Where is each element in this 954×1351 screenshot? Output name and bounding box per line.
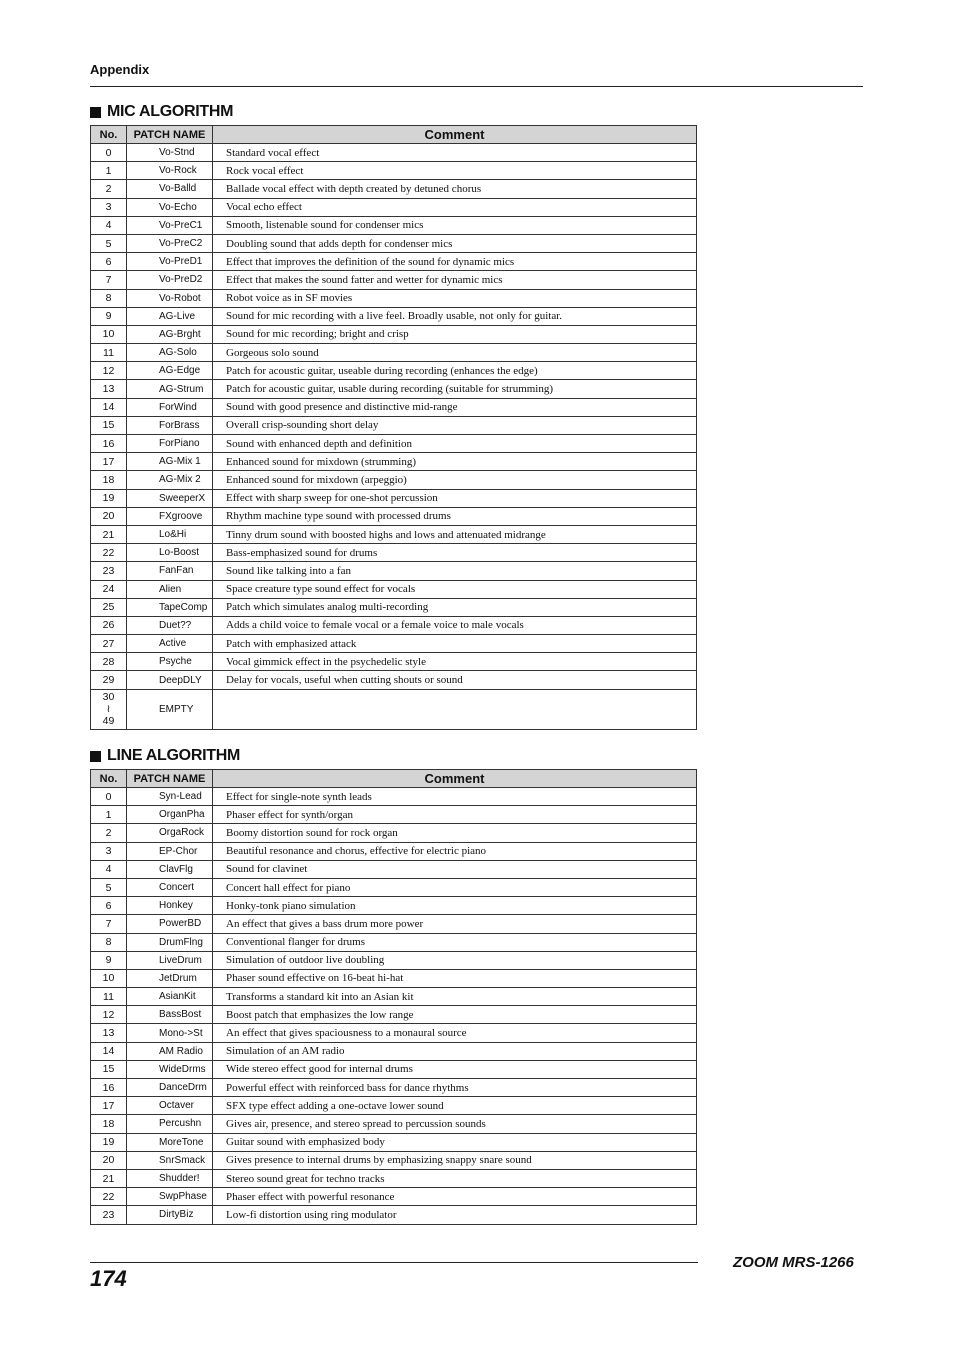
patch-comment: Phaser effect for synth/organ bbox=[213, 806, 697, 824]
patch-number: 8 bbox=[91, 289, 127, 307]
patch-name: Vo-PreD1 bbox=[127, 253, 213, 271]
patch-number: 14 bbox=[91, 1042, 127, 1060]
patch-comment: Delay for vocals, useful when cutting shouts or sound bbox=[213, 671, 697, 689]
column-header-patch-name: PATCH NAME bbox=[127, 770, 213, 788]
column-header-patch-name: PATCH NAME bbox=[127, 126, 213, 144]
column-header-no: No. bbox=[91, 770, 127, 788]
patch-number: 3 bbox=[91, 198, 127, 216]
patch-number: 18 bbox=[91, 471, 127, 489]
patch-name: Vo-PreC2 bbox=[127, 234, 213, 252]
table-row bbox=[91, 1188, 697, 1206]
table-row bbox=[91, 544, 697, 562]
table-row bbox=[91, 1169, 697, 1187]
table-row bbox=[91, 788, 697, 806]
patch-name: ClavFlg bbox=[127, 860, 213, 878]
column-header-comment: Comment bbox=[213, 126, 697, 144]
patch-comment: Standard vocal effect bbox=[213, 144, 697, 162]
patch-name: ForPiano bbox=[127, 435, 213, 453]
patch-comment: Gives air, presence, and stereo spread to percussion sounds bbox=[213, 1115, 697, 1133]
patch-name: DirtyBiz bbox=[127, 1206, 213, 1224]
product-name: ZOOM MRS-1266 bbox=[733, 1254, 854, 1271]
patch-name: EP-Chor bbox=[127, 842, 213, 860]
table-row bbox=[91, 162, 697, 180]
patch-number: 6 bbox=[91, 253, 127, 271]
patch-comment: Vocal echo effect bbox=[213, 198, 697, 216]
patch-name: Psyche bbox=[127, 653, 213, 671]
patch-comment: Robot voice as in SF movies bbox=[213, 289, 697, 307]
patch-comment: Overall crisp-sounding short delay bbox=[213, 416, 697, 434]
table-row bbox=[91, 253, 697, 271]
patch-number: 13 bbox=[91, 380, 127, 398]
table-row bbox=[91, 580, 697, 598]
table-row bbox=[91, 234, 697, 252]
patch-name: Vo-Balld bbox=[127, 180, 213, 198]
table-row-empty-range bbox=[91, 689, 697, 729]
table-row bbox=[91, 1060, 697, 1078]
patch-name: Syn-Lead bbox=[127, 788, 213, 806]
patch-comment: Simulation of outdoor live doubling bbox=[213, 951, 697, 969]
patch-number: 4 bbox=[91, 216, 127, 234]
table-row bbox=[91, 416, 697, 434]
table-row bbox=[91, 951, 697, 969]
table-row bbox=[91, 525, 697, 543]
patch-number: 29 bbox=[91, 671, 127, 689]
patch-comment: Space creature type sound effect for vocals bbox=[213, 580, 697, 598]
table-row bbox=[91, 806, 697, 824]
patch-number: 15 bbox=[91, 1060, 127, 1078]
page-number: 174 bbox=[90, 1266, 127, 1291]
patch-name: Lo&Hi bbox=[127, 525, 213, 543]
table-row bbox=[91, 489, 697, 507]
table-row bbox=[91, 897, 697, 915]
mic-algorithm-table bbox=[90, 125, 697, 730]
patch-comment: An effect that gives spaciousness to a monaural source bbox=[213, 1024, 697, 1042]
patch-comment: Low-fi distortion using ring modulator bbox=[213, 1206, 697, 1224]
line-algorithm-table bbox=[90, 769, 697, 1225]
patch-comment: Rock vocal effect bbox=[213, 162, 697, 180]
patch-number: 7 bbox=[91, 915, 127, 933]
patch-number: 10 bbox=[91, 325, 127, 343]
patch-number: 1 bbox=[91, 162, 127, 180]
patch-number: 3 bbox=[91, 842, 127, 860]
patch-name: OrgaRock bbox=[127, 824, 213, 842]
patch-comment: SFX type effect adding a one-octave lower sound bbox=[213, 1097, 697, 1115]
patch-name: Honkey bbox=[127, 897, 213, 915]
patch-number: 20 bbox=[91, 507, 127, 525]
patch-number: 8 bbox=[91, 933, 127, 951]
patch-comment: Sound with enhanced depth and definition bbox=[213, 435, 697, 453]
patch-name: OrganPha bbox=[127, 806, 213, 824]
table-header-row bbox=[91, 126, 697, 144]
patch-comment: Boost patch that emphasizes the low range bbox=[213, 1006, 697, 1024]
patch-number: 2 bbox=[91, 824, 127, 842]
patch-number: 4 bbox=[91, 860, 127, 878]
table-row bbox=[91, 289, 697, 307]
patch-name: Vo-PreD2 bbox=[127, 271, 213, 289]
patch-number: 19 bbox=[91, 1133, 127, 1151]
patch-name: Vo-Robot bbox=[127, 289, 213, 307]
patch-comment: Sound like talking into a fan bbox=[213, 562, 697, 580]
patch-comment: Smooth, listenable sound for condenser mics bbox=[213, 216, 697, 234]
patch-name: ForWind bbox=[127, 398, 213, 416]
table-row bbox=[91, 1042, 697, 1060]
patch-comment: Honky-tonk piano simulation bbox=[213, 897, 697, 915]
table-row bbox=[91, 635, 697, 653]
table-row bbox=[91, 380, 697, 398]
patch-number: 11 bbox=[91, 344, 127, 362]
patch-comment bbox=[213, 689, 697, 729]
patch-name: Mono->St bbox=[127, 1024, 213, 1042]
line-algorithm-heading bbox=[90, 747, 240, 765]
patch-name: AG-Brght bbox=[127, 325, 213, 343]
table-row bbox=[91, 878, 697, 896]
patch-name: WideDrms bbox=[127, 1060, 213, 1078]
patch-number: 23 bbox=[91, 562, 127, 580]
patch-name: SnrSmack bbox=[127, 1151, 213, 1169]
patch-number: 26 bbox=[91, 616, 127, 634]
patch-number: 12 bbox=[91, 362, 127, 380]
patch-comment: Effect for single-note synth leads bbox=[213, 788, 697, 806]
patch-number: 17 bbox=[91, 453, 127, 471]
patch-comment: Effect with sharp sweep for one-shot percussion bbox=[213, 489, 697, 507]
column-header-comment: Comment bbox=[213, 770, 697, 788]
patch-number: 16 bbox=[91, 435, 127, 453]
section-header-label: Appendix bbox=[90, 62, 150, 77]
table-row bbox=[91, 616, 697, 634]
patch-name: ForBrass bbox=[127, 416, 213, 434]
patch-comment: Enhanced sound for mixdown (strumming) bbox=[213, 453, 697, 471]
mic-algorithm-heading bbox=[90, 103, 233, 121]
patch-number: 28 bbox=[91, 653, 127, 671]
patch-comment: Patch which simulates analog multi-recording bbox=[213, 598, 697, 616]
table-row bbox=[91, 198, 697, 216]
patch-name: DanceDrm bbox=[127, 1079, 213, 1097]
table-row bbox=[91, 1006, 697, 1024]
patch-name: FXgroove bbox=[127, 507, 213, 525]
patch-comment: Phaser sound effective on 16-beat hi-hat bbox=[213, 969, 697, 987]
patch-name: MoreTone bbox=[127, 1133, 213, 1151]
patch-name: Vo-Echo bbox=[127, 198, 213, 216]
patch-name: AG-Edge bbox=[127, 362, 213, 380]
patch-comment: An effect that gives a bass drum more power bbox=[213, 915, 697, 933]
patch-name: Vo-Rock bbox=[127, 162, 213, 180]
patch-comment: Sound with good presence and distinctive mid-range bbox=[213, 398, 697, 416]
patch-number: 18 bbox=[91, 1115, 127, 1133]
table-row bbox=[91, 435, 697, 453]
patch-comment: Stereo sound great for techno tracks bbox=[213, 1169, 697, 1187]
table-row bbox=[91, 988, 697, 1006]
patch-name: AM Radio bbox=[127, 1042, 213, 1060]
patch-name: Duet?? bbox=[127, 616, 213, 634]
patch-number: 22 bbox=[91, 544, 127, 562]
table-row bbox=[91, 671, 697, 689]
patch-comment: Gorgeous solo sound bbox=[213, 344, 697, 362]
patch-comment: Patch for acoustic guitar, usable during recording (suitable for strumming) bbox=[213, 380, 697, 398]
patch-name: Shudder! bbox=[127, 1169, 213, 1187]
patch-number: 15 bbox=[91, 416, 127, 434]
column-header-no: No. bbox=[91, 126, 127, 144]
patch-name: Octaver bbox=[127, 1097, 213, 1115]
table-row bbox=[91, 598, 697, 616]
patch-name: Concert bbox=[127, 878, 213, 896]
patch-comment: Guitar sound with emphasized body bbox=[213, 1133, 697, 1151]
table-row bbox=[91, 915, 697, 933]
table-row bbox=[91, 271, 697, 289]
patch-name: AG-Live bbox=[127, 307, 213, 325]
patch-number: 1 bbox=[91, 806, 127, 824]
patch-name: SweeperX bbox=[127, 489, 213, 507]
patch-comment: Vocal gimmick effect in the psychedelic style bbox=[213, 653, 697, 671]
table-row bbox=[91, 471, 697, 489]
table-row bbox=[91, 1133, 697, 1151]
table-row bbox=[91, 1206, 697, 1224]
table-header-row bbox=[91, 770, 697, 788]
patch-number: 23 bbox=[91, 1206, 127, 1224]
patch-number: 17 bbox=[91, 1097, 127, 1115]
patch-name: FanFan bbox=[127, 562, 213, 580]
table-row bbox=[91, 144, 697, 162]
patch-comment: Bass-emphasized sound for drums bbox=[213, 544, 697, 562]
table-row bbox=[91, 398, 697, 416]
range-separator: ≀ bbox=[106, 703, 111, 716]
patch-comment: Effect that makes the sound fatter and wetter for dynamic mics bbox=[213, 271, 697, 289]
patch-comment: Boomy distortion sound for rock organ bbox=[213, 824, 697, 842]
table-row bbox=[91, 1097, 697, 1115]
range-start: 30 bbox=[102, 691, 115, 704]
patch-comment: Ballade vocal effect with depth created by detuned chorus bbox=[213, 180, 697, 198]
patch-number: 21 bbox=[91, 525, 127, 543]
patch-comment: Gives presence to internal drums by emphasizing snappy snare sound bbox=[213, 1151, 697, 1169]
patch-name: DeepDLY bbox=[127, 671, 213, 689]
patch-name: AG-Strum bbox=[127, 380, 213, 398]
table-row bbox=[91, 1151, 697, 1169]
patch-name: LiveDrum bbox=[127, 951, 213, 969]
patch-number: 27 bbox=[91, 635, 127, 653]
patch-number: 0 bbox=[91, 788, 127, 806]
patch-comment: Phaser effect with powerful resonance bbox=[213, 1188, 697, 1206]
patch-number: 5 bbox=[91, 234, 127, 252]
line-algorithm-title: LINE ALGORITHM bbox=[107, 747, 240, 764]
patch-name: Alien bbox=[127, 580, 213, 598]
patch-comment: Patch with emphasized attack bbox=[213, 635, 697, 653]
patch-name: JetDrum bbox=[127, 969, 213, 987]
patch-name: Vo-Stnd bbox=[127, 144, 213, 162]
patch-comment: Rhythm machine type sound with processed drums bbox=[213, 507, 697, 525]
patch-name: AG-Solo bbox=[127, 344, 213, 362]
patch-number: 0 bbox=[91, 144, 127, 162]
patch-name: EMPTY bbox=[127, 689, 213, 729]
table-row bbox=[91, 507, 697, 525]
patch-comment: Sound for mic recording; bright and crisp bbox=[213, 325, 697, 343]
table-row bbox=[91, 842, 697, 860]
table-row bbox=[91, 362, 697, 380]
table-row bbox=[91, 344, 697, 362]
table-row bbox=[91, 1115, 697, 1133]
patch-comment: Conventional flanger for drums bbox=[213, 933, 697, 951]
table-row bbox=[91, 969, 697, 987]
patch-name: AG-Mix 2 bbox=[127, 471, 213, 489]
header-divider bbox=[90, 86, 863, 87]
patch-name: Percushn bbox=[127, 1115, 213, 1133]
patch-number: 5 bbox=[91, 878, 127, 896]
table-row bbox=[91, 933, 697, 951]
patch-comment: Enhanced sound for mixdown (arpeggio) bbox=[213, 471, 697, 489]
patch-number: 9 bbox=[91, 307, 127, 325]
patch-number: 20 bbox=[91, 1151, 127, 1169]
patch-comment: Sound for mic recording with a live feel. Broadly usable, not only for guitar. bbox=[213, 307, 697, 325]
patch-number: 25 bbox=[91, 598, 127, 616]
patch-name: SwpPhase bbox=[127, 1188, 213, 1206]
patch-name: Vo-PreC1 bbox=[127, 216, 213, 234]
patch-comment: Sound for clavinet bbox=[213, 860, 697, 878]
patch-comment: Effect that improves the definition of the sound for dynamic mics bbox=[213, 253, 697, 271]
table-row bbox=[91, 180, 697, 198]
range-end: 49 bbox=[102, 715, 115, 728]
table-row bbox=[91, 307, 697, 325]
square-bullet-icon bbox=[90, 107, 101, 118]
patch-name: TapeComp bbox=[127, 598, 213, 616]
table-row bbox=[91, 824, 697, 842]
patch-number: 16 bbox=[91, 1079, 127, 1097]
patch-name: DrumFlng bbox=[127, 933, 213, 951]
square-bullet-icon bbox=[90, 751, 101, 762]
mic-algorithm-title: MIC ALGORITHM bbox=[107, 103, 234, 120]
patch-number: 9 bbox=[91, 951, 127, 969]
patch-comment: Patch for acoustic guitar, useable during recording (enhances the edge) bbox=[213, 362, 697, 380]
table-row bbox=[91, 1079, 697, 1097]
patch-number: 11 bbox=[91, 988, 127, 1006]
table-row bbox=[91, 216, 697, 234]
table-row bbox=[91, 453, 697, 471]
patch-number: 21 bbox=[91, 1169, 127, 1187]
patch-comment: Beautiful resonance and chorus, effective for electric piano bbox=[213, 842, 697, 860]
patch-name: PowerBD bbox=[127, 915, 213, 933]
patch-number: 10 bbox=[91, 969, 127, 987]
patch-number: 2 bbox=[91, 180, 127, 198]
patch-number: 19 bbox=[91, 489, 127, 507]
patch-name: AG-Mix 1 bbox=[127, 453, 213, 471]
patch-comment: Simulation of an AM radio bbox=[213, 1042, 697, 1060]
table-row bbox=[91, 653, 697, 671]
patch-comment: Powerful effect with reinforced bass for dance rhythms bbox=[213, 1079, 697, 1097]
patch-name: Active bbox=[127, 635, 213, 653]
patch-number: 13 bbox=[91, 1024, 127, 1042]
patch-name: BassBost bbox=[127, 1006, 213, 1024]
patch-name: AsianKit bbox=[127, 988, 213, 1006]
table-row bbox=[91, 562, 697, 580]
patch-number: 14 bbox=[91, 398, 127, 416]
patch-number: 6 bbox=[91, 897, 127, 915]
table-row bbox=[91, 325, 697, 343]
patch-comment: Concert hall effect for piano bbox=[213, 878, 697, 896]
patch-comment: Doubling sound that adds depth for condenser mics bbox=[213, 234, 697, 252]
table-row bbox=[91, 860, 697, 878]
table-row bbox=[91, 1024, 697, 1042]
patch-comment: Wide stereo effect good for internal drums bbox=[213, 1060, 697, 1078]
patch-name: Lo-Boost bbox=[127, 544, 213, 562]
patch-number: 7 bbox=[91, 271, 127, 289]
patch-number-range bbox=[91, 689, 127, 729]
footer-divider bbox=[90, 1262, 698, 1263]
patch-number: 24 bbox=[91, 580, 127, 598]
patch-number: 12 bbox=[91, 1006, 127, 1024]
patch-comment: Adds a child voice to female vocal or a female voice to male vocals bbox=[213, 616, 697, 634]
patch-comment: Transforms a standard kit into an Asian kit bbox=[213, 988, 697, 1006]
patch-number: 22 bbox=[91, 1188, 127, 1206]
patch-comment: Tinny drum sound with boosted highs and lows and attenuated midrange bbox=[213, 525, 697, 543]
